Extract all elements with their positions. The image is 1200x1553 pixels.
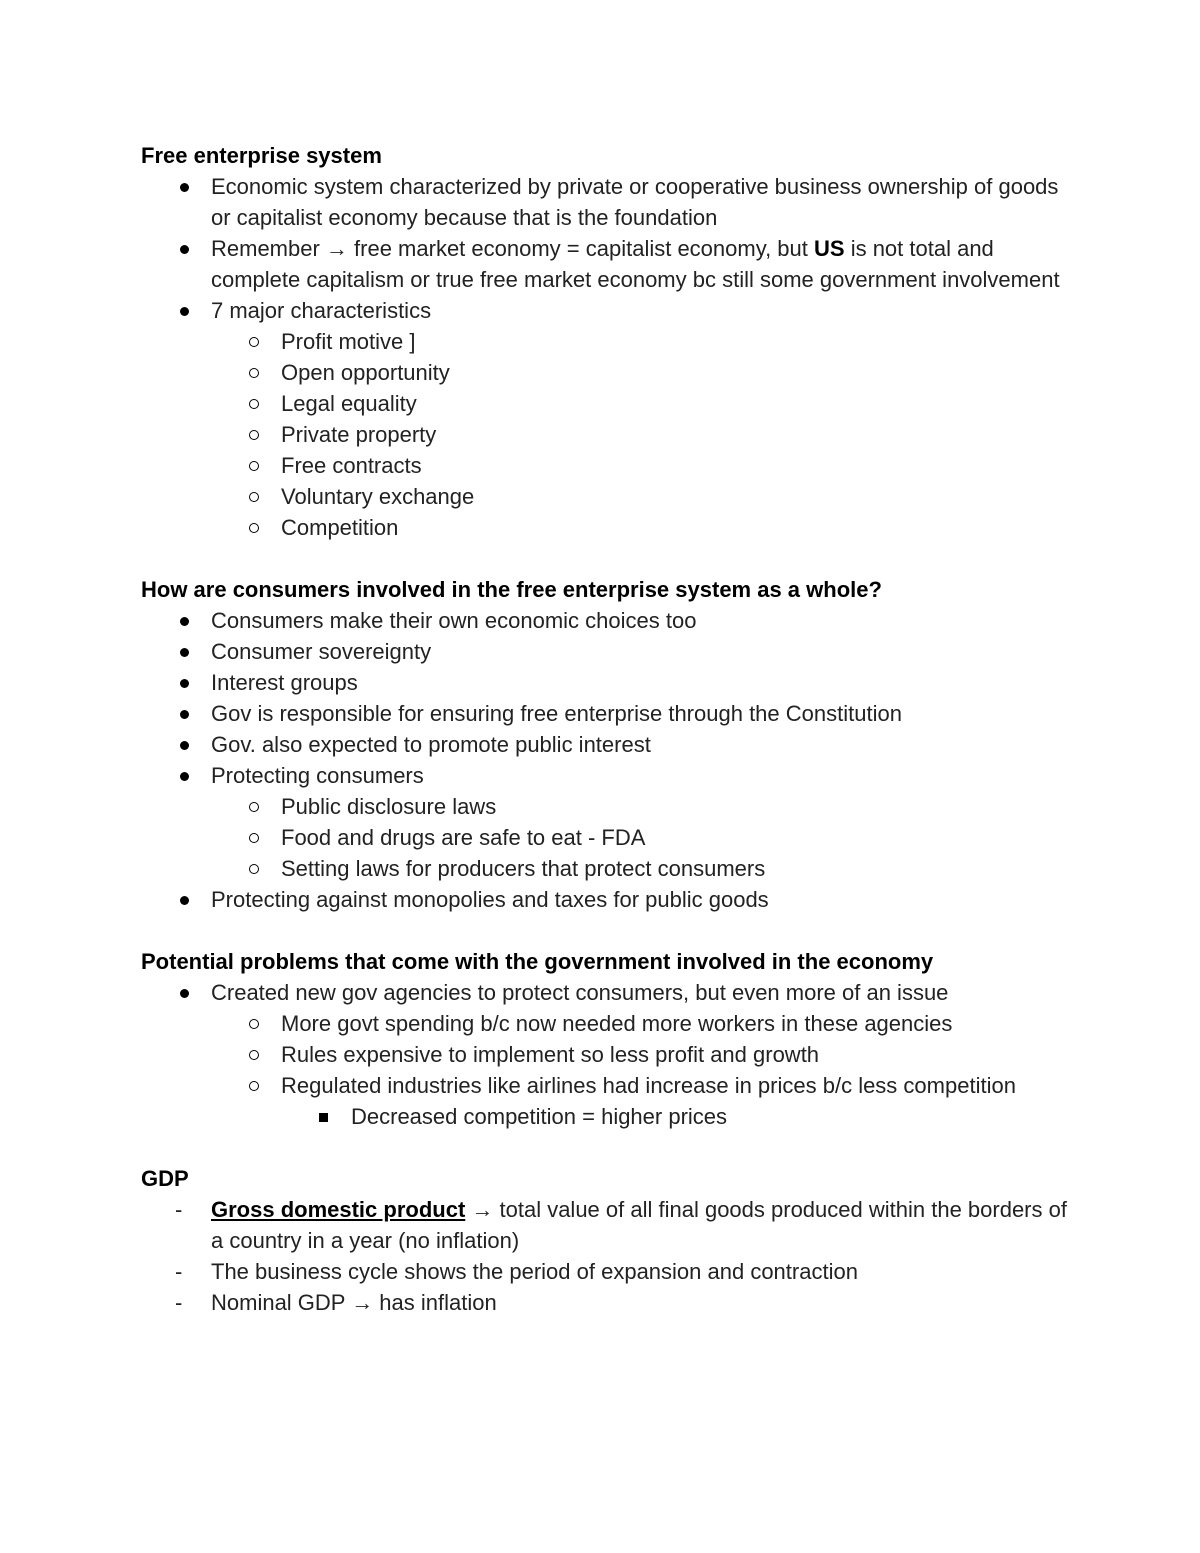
list-item <box>211 450 1071 481</box>
list-free-enterprise <box>141 171 1071 543</box>
dash-marker: - <box>175 1197 183 1222</box>
list-item <box>141 233 1071 295</box>
bullet-circle-icon <box>249 399 259 409</box>
list-item <box>141 295 1071 543</box>
item-text: Free contracts <box>281 453 422 478</box>
bullet-circle-icon <box>249 461 259 471</box>
bold-us: US <box>814 236 845 261</box>
item-text: The business cycle shows the period of expansion and contraction <box>211 1259 858 1284</box>
item-text: Public disclosure laws <box>281 794 497 819</box>
list-item <box>141 1287 1071 1318</box>
item-text: Created new gov agencies to protect consumers, but even more of an issue <box>211 980 949 1005</box>
item-text: 7 major characteristics <box>211 298 432 323</box>
item-text: Gov. also expected to promote public interest <box>211 732 651 757</box>
list-item <box>211 791 1071 822</box>
item-text-cont: is not total and complete capitalism or true free market economy bc still some government involvement <box>211 236 1060 292</box>
heading-problems: Potential problems that come with the government involved in the economy <box>141 949 934 974</box>
bullet-dot-icon <box>180 183 189 192</box>
list-item <box>141 605 1071 636</box>
bullet-circle-icon <box>249 1081 259 1091</box>
item-text: Regulated industries like airlines had increase in prices b/c less competition <box>281 1073 1016 1098</box>
bullet-circle-icon <box>249 1050 259 1060</box>
item-text: Rules expensive to implement so less profit and growth <box>281 1042 820 1067</box>
dash-marker: - <box>175 1259 183 1284</box>
list-item <box>281 1101 1071 1132</box>
bullet-circle-icon <box>249 368 259 378</box>
list-item <box>211 1039 1071 1070</box>
bullet-circle-icon <box>249 492 259 502</box>
bullet-square-icon <box>319 1113 328 1122</box>
list-item <box>141 1194 1071 1256</box>
spacer <box>141 915 1071 946</box>
item-text: Interest groups <box>211 670 358 695</box>
bullet-circle-icon <box>249 864 259 874</box>
list-item <box>141 698 1071 729</box>
heading-free-enterprise: Free enterprise system <box>141 143 382 168</box>
list-characteristics <box>211 326 1071 543</box>
document-body <box>141 140 1071 1318</box>
item-text: Setting laws for producers that protect consumers <box>281 856 766 881</box>
list-item <box>211 326 1071 357</box>
bullet-dot-icon <box>180 989 189 998</box>
list-problems <box>141 977 1071 1132</box>
bullet-dot-icon <box>180 710 189 719</box>
spacer <box>141 543 1071 574</box>
list-item <box>141 171 1071 233</box>
bullet-dot-icon <box>180 307 189 316</box>
item-text: Consumers make their own economic choices too <box>211 608 697 633</box>
list-item <box>211 1008 1071 1039</box>
bullet-circle-icon <box>249 802 259 812</box>
item-text: Open opportunity <box>281 360 450 385</box>
list-item <box>211 822 1071 853</box>
list-protecting-consumers <box>211 791 1071 884</box>
list-item <box>211 1070 1071 1132</box>
list-problems-subsub <box>281 1101 1071 1132</box>
bullet-dot-icon <box>180 648 189 657</box>
list-item <box>141 760 1071 884</box>
list-item <box>141 667 1071 698</box>
list-item <box>211 419 1071 450</box>
spacer <box>141 1132 1071 1163</box>
list-item <box>141 636 1071 667</box>
item-text: Protecting consumers <box>211 763 424 788</box>
item-text: Competition <box>281 515 399 540</box>
item-text: More govt spending b/c now needed more workers in these agencies <box>281 1011 953 1036</box>
dash-marker: - <box>175 1290 183 1315</box>
list-item <box>211 388 1071 419</box>
item-text: Decreased competition = higher prices <box>351 1104 728 1129</box>
bullet-dot-icon <box>180 741 189 750</box>
list-item <box>211 853 1071 884</box>
item-text: Voluntary exchange <box>281 484 475 509</box>
list-consumers <box>141 605 1071 915</box>
item-text: Legal equality <box>281 391 417 416</box>
bullet-dot-icon <box>180 772 189 781</box>
item-text: Profit motive ] <box>281 329 416 354</box>
list-item <box>141 1256 1071 1287</box>
term-gross-domestic-product: Gross domestic product <box>211 1197 466 1222</box>
bullet-circle-icon <box>249 1019 259 1029</box>
item-text: Economic system characterized by private or cooperative business ownership of goods or capitalist economy because that is the foundation <box>211 174 1059 230</box>
item-text: Nominal GDP → has inflation <box>211 1290 497 1315</box>
bullet-dot-icon <box>180 896 189 905</box>
list-gdp <box>141 1194 1071 1318</box>
item-text: Gov is responsible for ensuring free enterprise through the Constitution <box>211 701 902 726</box>
item-text: Consumer sovereignty <box>211 639 432 664</box>
bullet-circle-icon <box>249 430 259 440</box>
item-text: Remember → free market economy = capitalist economy, but <box>211 236 815 261</box>
list-item <box>141 729 1071 760</box>
heading-consumers: How are consumers involved in the free enterprise system as a whole? <box>141 577 882 602</box>
heading-gdp: GDP <box>141 1166 189 1191</box>
item-text: Protecting against monopolies and taxes for public goods <box>211 887 769 912</box>
bullet-circle-icon <box>249 833 259 843</box>
list-item <box>141 884 1071 915</box>
item-text: Private property <box>281 422 437 447</box>
list-item <box>141 977 1071 1132</box>
bullet-circle-icon <box>249 337 259 347</box>
bullet-dot-icon <box>180 679 189 688</box>
item-text: → total value of all final goods produced within the borders of a country in a year (no inflation) <box>211 1197 1067 1253</box>
bullet-dot-icon <box>180 245 189 254</box>
list-item <box>211 357 1071 388</box>
bullet-dot-icon <box>180 617 189 626</box>
item-text: Food and drugs are safe to eat - FDA <box>281 825 646 850</box>
bullet-circle-icon <box>249 523 259 533</box>
list-item <box>211 512 1071 543</box>
list-problems-sub <box>211 1008 1071 1132</box>
list-item <box>211 481 1071 512</box>
